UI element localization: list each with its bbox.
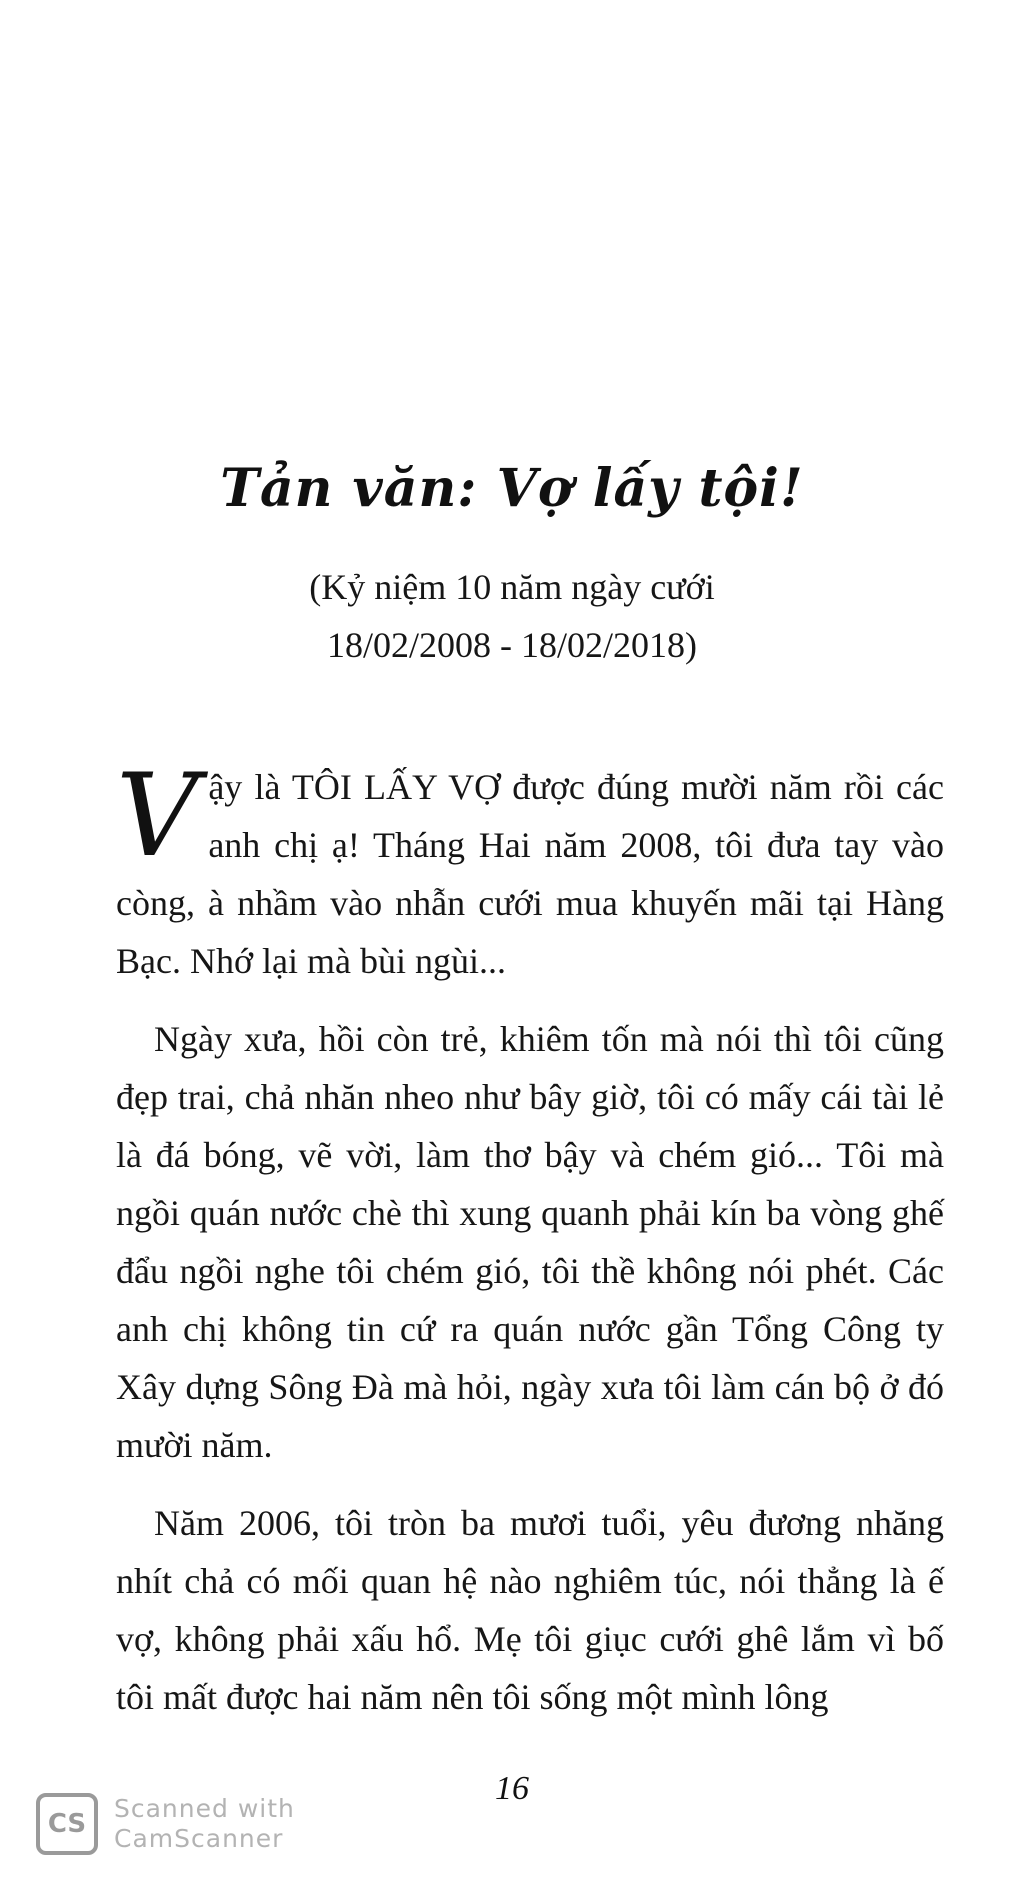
paragraph-2: Ngày xưa, hồi còn trẻ, khiêm tốn mà nói thì tôi cũng đẹp trai, chả nhăn nheo như bây giờ, tôi có mấy cái tài lẻ là đá bóng, vẽ vời, làm thơ bậy và chém gió... Tôi mà ngồi quán nước chè thì xung quanh phải kín ba vòng ghế đẩu ngồi nghe tôi chém gió, tôi thề không nói phét. Các anh chị không tin cứ ra quán nước gần Tổng Công ty Xây dựng Sông Đà mà hỏi, ngày xưa tôi làm cán bộ ở đó mười năm. bbox=[116, 1019, 944, 1465]
watermark-line-2: CamScanner bbox=[114, 1824, 284, 1853]
watermark-line-1: Scanned with bbox=[114, 1794, 295, 1823]
paragraph-1 bbox=[116, 749, 944, 990]
subtitle-line-1: (Kỷ niệm 10 năm ngày cưới bbox=[309, 567, 715, 607]
page-number: 16 bbox=[495, 1770, 529, 1807]
paragraph-1-text: ậy là TÔI LẤY VỢ được đúng mười năm rồi các anh chị ạ! Tháng Hai năm 2008, tôi đưa tay vào còng, à nhầm vào nhẫn cưới mua khuyến mãi tại Hàng Bạc. Nhớ lại mà bùi ngùi... bbox=[116, 767, 944, 981]
camscanner-logo-icon: CS bbox=[36, 1793, 98, 1855]
paragraph-3: Năm 2006, tôi tròn ba mươi tuổi, yêu đương nhăng nhít chả có mối quan hệ nào nghiêm túc, nói thẳng là ế vợ, không phải xấu hổ. Mẹ tôi giục cưới ghê lắm vì bố tôi mất được hai năm nên tôi sống một mình lông bbox=[116, 1503, 944, 1717]
chapter-subtitle bbox=[0, 558, 1024, 674]
watermark-text bbox=[114, 1794, 295, 1854]
camscanner-watermark bbox=[36, 1790, 336, 1858]
chapter-title: Tản văn: Vợ lấy tội! bbox=[220, 458, 804, 519]
subtitle-line-2: 18/02/2008 - 18/02/2018) bbox=[327, 625, 697, 665]
drop-cap: V bbox=[116, 749, 199, 882]
body-text bbox=[116, 749, 944, 1726]
